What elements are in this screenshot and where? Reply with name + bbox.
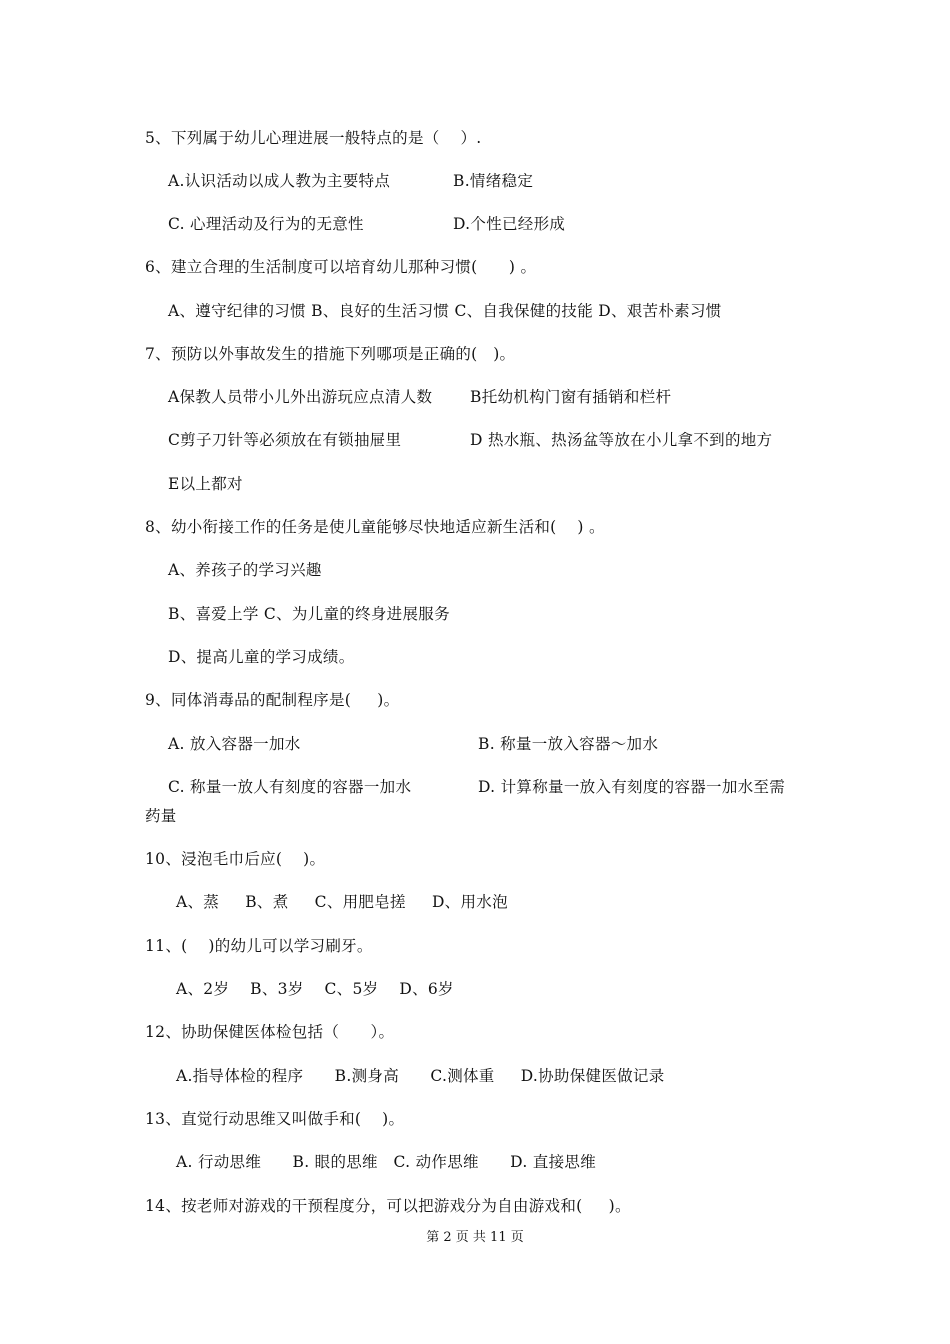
- question-7-option-d: D 热水瓶、热汤盆等放在小儿拿不到的地方: [470, 431, 773, 449]
- question-10-options: A、蒸 B、煮 C、用肥皂搓 D、用水泡: [176, 893, 508, 911]
- question-9-option-a: A. 放入容器一加水: [168, 735, 301, 753]
- question-12-stem: 12、协助保健医体检包括（ ）。: [145, 1023, 395, 1041]
- page-footer: 第 2 页 共 11 页: [426, 1230, 524, 1245]
- question-12-options: A.指导体检的程序 B.测身高 C.测体重 D.协助保健医做记录: [176, 1067, 665, 1085]
- question-9-option-d: D. 计算称量一放入有刻度的容器一加水至需: [478, 778, 786, 796]
- question-10-stem: 10、浸泡毛巾后应( )。: [145, 850, 326, 868]
- question-5-option-a: A.认识活动以成人教为主要特点: [168, 172, 391, 190]
- question-5-option-c: C. 心理活动及行为的无意性: [168, 215, 364, 233]
- question-7-option-b: B托幼机构门窗有插销和栏杆: [470, 388, 672, 406]
- question-8-option-d: D、提高儿童的学习成绩。: [168, 648, 355, 666]
- question-8-stem: 8、幼小衔接工作的任务是使儿童能够尽快地适应新生活和( ) 。: [145, 518, 605, 536]
- question-6-options: A、遵守纪律的习惯 B、良好的生活习惯 C、自我保健的技能 D、艰苦朴素习惯: [168, 302, 722, 320]
- question-9-option-c: C. 称量一放人有刻度的容器一加水: [168, 778, 412, 796]
- question-7-option-a: A保教人员带小儿外出游玩应点清人数: [168, 388, 433, 406]
- question-13-stem: 13、直觉行动思维又叫做手和( )。: [145, 1110, 405, 1128]
- question-8-option-bc: B、喜爱上学 C、为儿童的终身进展服务: [168, 605, 450, 623]
- question-11-options: A、2岁 B、3岁 C、5岁 D、6岁: [176, 980, 454, 998]
- question-6-stem: 6、建立合理的生活制度可以培育幼儿那种习惯( ) 。: [145, 258, 537, 276]
- question-8-option-a: A、养孩子的学习兴趣: [168, 561, 322, 579]
- question-7-option-c: C剪子刀针等必须放在有锁抽屉里: [168, 431, 402, 449]
- question-11-stem: 11、( )的幼儿可以学习刷牙。: [145, 937, 373, 955]
- question-14-stem: 14、按老师对游戏的干预程度分，可以把游戏分为自由游戏和( )。: [145, 1197, 631, 1215]
- question-5-option-b: B.情绪稳定: [453, 172, 534, 190]
- question-7-option-e: E以上都对: [168, 475, 243, 493]
- question-9-stem: 9、同体消毒品的配制程序是( )。: [145, 691, 400, 709]
- question-13-options: A. 行动思维 B. 眼的思维 C. 动作思维 D. 直接思维: [176, 1153, 596, 1171]
- question-5-option-d: D.个性已经形成: [453, 215, 566, 233]
- question-7-stem: 7、预防以外事故发生的措施下列哪项是正确的( )。: [145, 345, 516, 363]
- question-5-stem: 5、下列属于幼儿心理进展一般特点的是（ ）.: [145, 129, 482, 147]
- question-9-option-b: B. 称量一放入容器～加水: [478, 735, 659, 753]
- question-9-option-d-cont: 药量: [145, 807, 177, 825]
